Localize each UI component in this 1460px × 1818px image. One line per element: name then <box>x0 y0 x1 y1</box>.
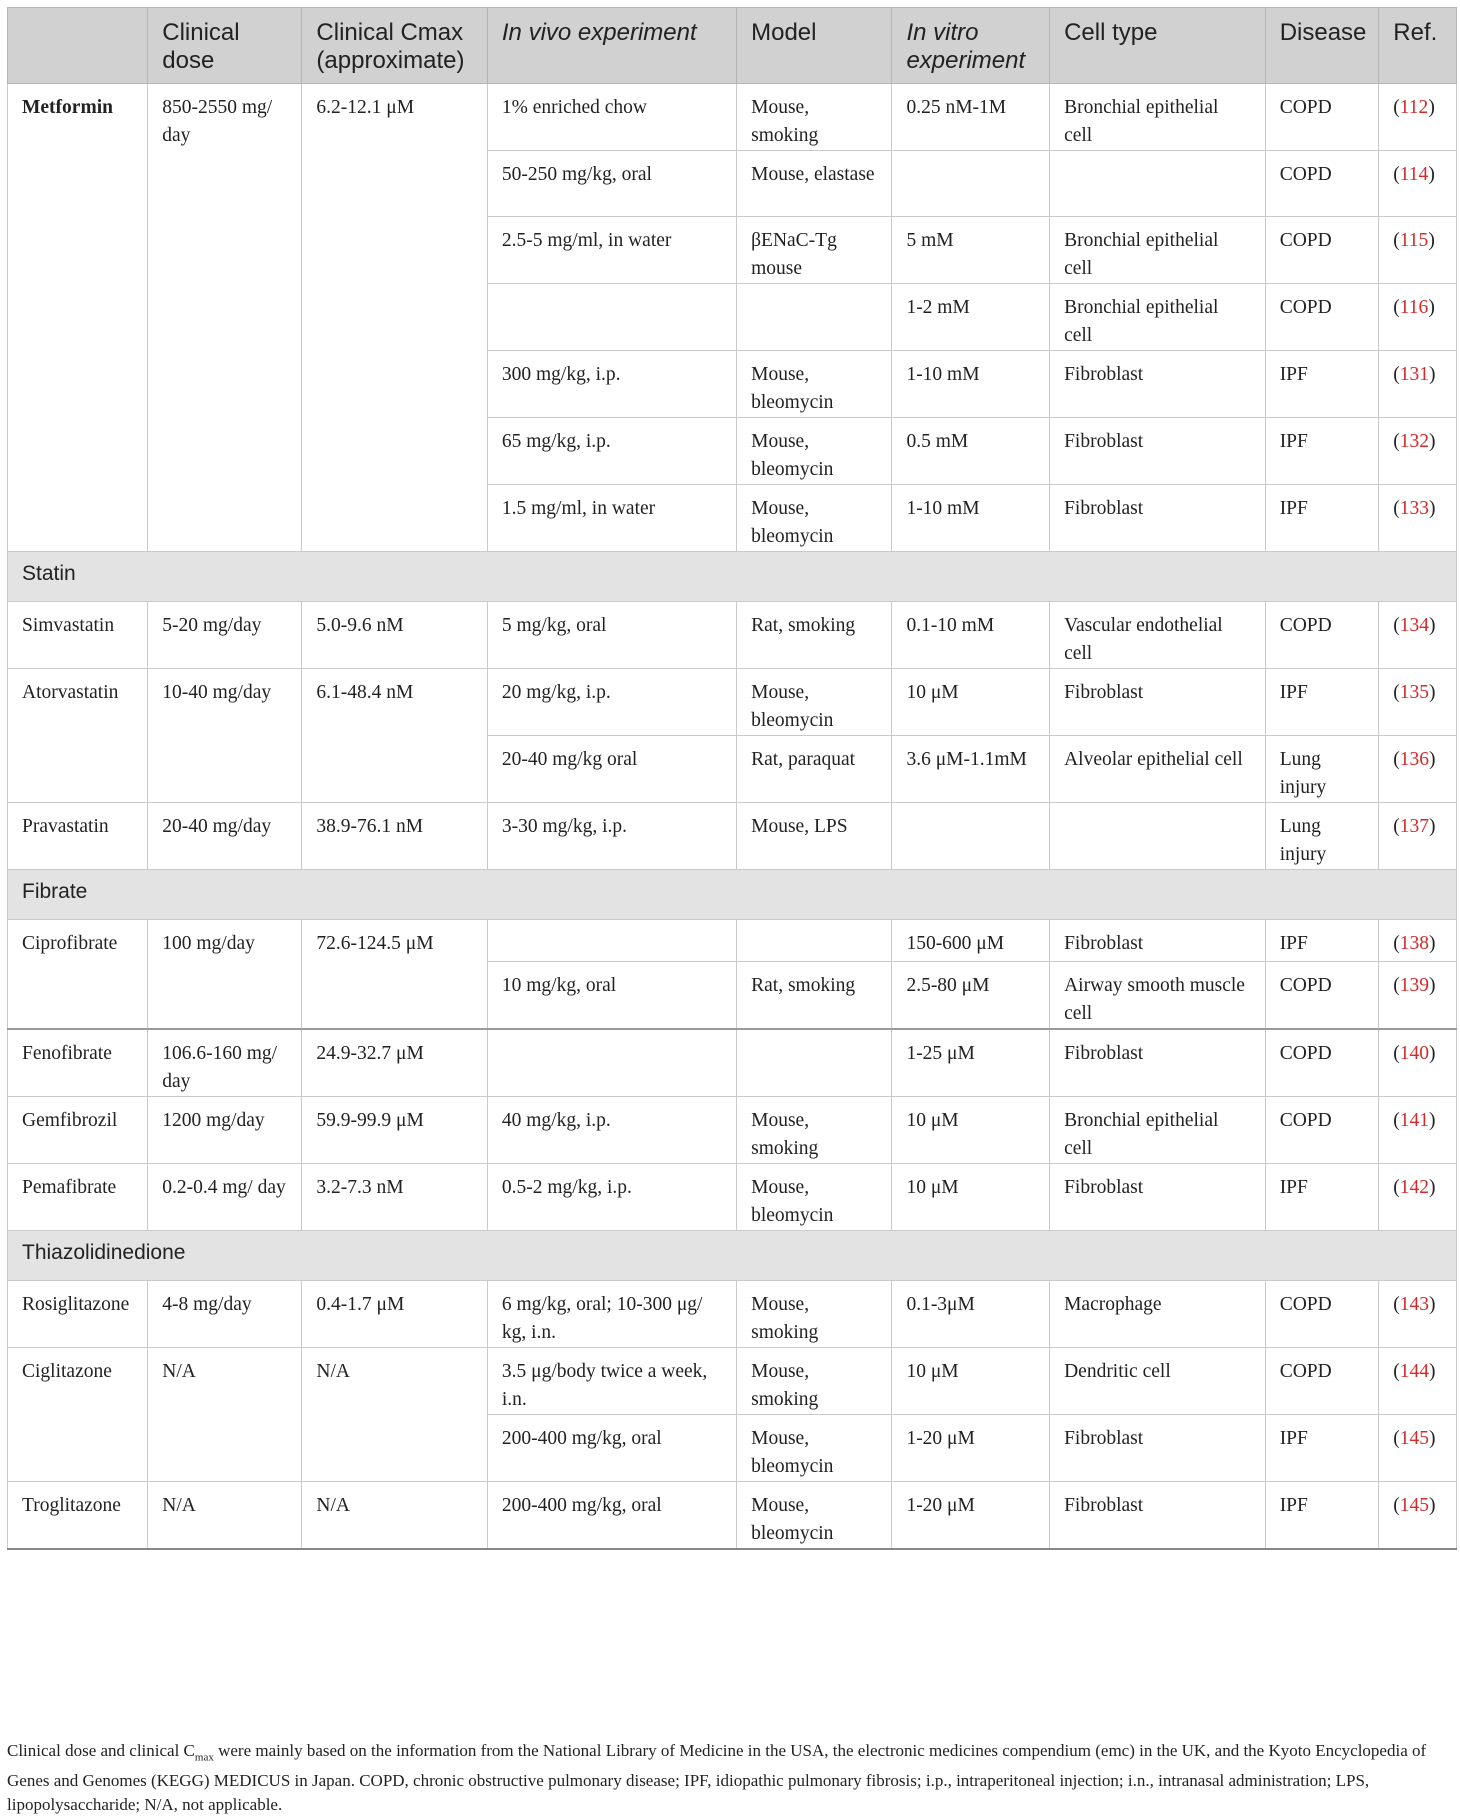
drug-name: Metformin <box>8 84 148 552</box>
cell-type-cell: Fibroblast <box>1050 1415 1266 1482</box>
table-row <box>8 1029 1457 1097</box>
model-cell: Rat, paraquat <box>737 736 892 803</box>
clinical-cmax: 3.2-7.3 nM <box>302 1164 487 1231</box>
table-row <box>8 803 1457 870</box>
disease-cell: IPF <box>1265 1482 1379 1550</box>
ref-cell: (137) <box>1379 803 1457 870</box>
clinical-cmax: 59.9-99.9 μM <box>302 1097 487 1164</box>
disease-cell: Lung injury <box>1265 736 1379 803</box>
clinical-dose: 20-40 mg/day <box>148 803 302 870</box>
drug-name: Fenofibrate <box>8 1029 148 1097</box>
header-row <box>8 8 1457 84</box>
in-vivo-cell: 200-400 mg/kg, oral <box>487 1415 736 1482</box>
drug-name: Simvastatin <box>8 602 148 669</box>
in-vivo-cell: 2.5-5 mg/ml, in water <box>487 217 736 284</box>
ref-cell: (115) <box>1379 217 1457 284</box>
model-cell: Rat, smoking <box>737 962 892 1030</box>
cell-type-cell: Bronchial epithelial cell <box>1050 217 1266 284</box>
model-cell <box>737 1029 892 1097</box>
drug-name: Gemfibrozil <box>8 1097 148 1164</box>
table-row <box>8 920 1457 962</box>
section-row-statin <box>8 552 1457 602</box>
model-cell: Mouse, bleomycin <box>737 1482 892 1550</box>
model-cell: Mouse, bleomycin <box>737 485 892 552</box>
table-row <box>8 1164 1457 1231</box>
in-vitro-cell: 1-20 μM <box>892 1415 1050 1482</box>
in-vivo-cell: 1% enriched chow <box>487 84 736 151</box>
footnote-text-start: Clinical dose and clinical C <box>7 1741 195 1760</box>
clinical-dose: 0.2-0.4 mg/ day <box>148 1164 302 1231</box>
ref-cell: (143) <box>1379 1281 1457 1348</box>
in-vivo-cell: 6 mg/kg, oral; 10-300 μg/ kg, i.n. <box>487 1281 736 1348</box>
in-vitro-cell: 10 μM <box>892 669 1050 736</box>
ref-link[interactable]: 142 <box>1399 1177 1430 1198</box>
ref-cell: (112) <box>1379 84 1457 151</box>
ref-cell: (131) <box>1379 351 1457 418</box>
header-in-vivo: In vivo experiment <box>487 8 736 84</box>
cell-type-cell: Macrophage <box>1050 1281 1266 1348</box>
disease-cell: IPF <box>1265 485 1379 552</box>
drug-repurposing-table <box>7 7 1457 1550</box>
cell-type-cell: Fibroblast <box>1050 1482 1266 1550</box>
in-vivo-cell <box>487 1029 736 1097</box>
cell-type-cell: Fibroblast <box>1050 1029 1266 1097</box>
header-clinical-cmax: Clinical Cmax (approximate) <box>302 8 487 84</box>
ref-link[interactable]: 133 <box>1399 498 1430 519</box>
disease-cell: IPF <box>1265 1415 1379 1482</box>
clinical-dose: 106.6-160 mg/ day <box>148 1029 302 1097</box>
cell-type-cell: Bronchial epithelial cell <box>1050 1097 1266 1164</box>
ref-cell: (116) <box>1379 284 1457 351</box>
clinical-dose: 5-20 mg/day <box>148 602 302 669</box>
clinical-dose: N/A <box>148 1348 302 1482</box>
header-model: Model <box>737 8 892 84</box>
in-vivo-cell: 200-400 mg/kg, oral <box>487 1482 736 1550</box>
cell-type-cell: Vascular endothelial cell <box>1050 602 1266 669</box>
drug-name: Ciprofibrate <box>8 920 148 1030</box>
model-cell: Mouse, bleomycin <box>737 1164 892 1231</box>
clinical-cmax: 5.0-9.6 nM <box>302 602 487 669</box>
disease-cell: IPF <box>1265 351 1379 418</box>
disease-cell: COPD <box>1265 284 1379 351</box>
clinical-cmax: 0.4-1.7 μM <box>302 1281 487 1348</box>
model-cell <box>737 284 892 351</box>
drug-name: Pravastatin <box>8 803 148 870</box>
disease-cell: Lung injury <box>1265 803 1379 870</box>
section-row-thiazolidinedione <box>8 1231 1457 1281</box>
model-cell: Mouse, bleomycin <box>737 351 892 418</box>
in-vitro-cell: 150-600 μM <box>892 920 1050 962</box>
in-vivo-cell <box>487 284 736 351</box>
disease-cell: IPF <box>1265 1164 1379 1231</box>
in-vivo-cell: 10 mg/kg, oral <box>487 962 736 1030</box>
cell-type-cell: Bronchial epithelial cell <box>1050 284 1266 351</box>
table-row <box>8 669 1457 736</box>
table-row <box>8 1348 1457 1415</box>
table-row <box>8 1482 1457 1550</box>
table-row <box>8 1281 1457 1348</box>
model-cell: Mouse, LPS <box>737 803 892 870</box>
cell-type-cell: Bronchial epithelial cell <box>1050 84 1266 151</box>
in-vivo-cell: 20-40 mg/kg oral <box>487 736 736 803</box>
in-vitro-cell: 10 μM <box>892 1097 1050 1164</box>
in-vitro-cell: 3.6 μM-1.1mM <box>892 736 1050 803</box>
table-row <box>8 1097 1457 1164</box>
model-cell: Mouse, smoking <box>737 1097 892 1164</box>
ref-cell: (134) <box>1379 602 1457 669</box>
ref-link[interactable]: 116 <box>1399 297 1429 318</box>
header-disease: Disease <box>1265 8 1379 84</box>
ref-link[interactable]: 144 <box>1399 1361 1430 1382</box>
header-in-vitro: In vitro experiment <box>892 8 1050 84</box>
clinical-cmax: N/A <box>302 1348 487 1482</box>
clinical-dose: 10-40 mg/day <box>148 669 302 803</box>
model-cell: Mouse, smoking <box>737 1281 892 1348</box>
ref-cell: (114) <box>1379 151 1457 217</box>
ref-link[interactable]: 141 <box>1399 1110 1430 1131</box>
model-cell: Mouse, smoking <box>737 84 892 151</box>
clinical-dose: 850-2550 mg/ day <box>148 84 302 552</box>
in-vitro-cell: 1-25 μM <box>892 1029 1050 1097</box>
ref-link[interactable]: 145 <box>1399 1428 1430 1449</box>
disease-cell: COPD <box>1265 84 1379 151</box>
disease-cell: IPF <box>1265 418 1379 485</box>
drug-name: Troglitazone <box>8 1482 148 1550</box>
clinical-cmax: 24.9-32.7 μM <box>302 1029 487 1097</box>
in-vivo-cell: 3.5 μg/body twice a week, i.n. <box>487 1348 736 1415</box>
cell-type-cell: Fibroblast <box>1050 351 1266 418</box>
cell-type-cell: Fibroblast <box>1050 1164 1266 1231</box>
in-vivo-cell: 20 mg/kg, i.p. <box>487 669 736 736</box>
header-ref: Ref. <box>1379 8 1457 84</box>
disease-cell: IPF <box>1265 920 1379 962</box>
clinical-cmax: 72.6-124.5 μM <box>302 920 487 1030</box>
disease-cell: IPF <box>1265 669 1379 736</box>
model-cell: Mouse, bleomycin <box>737 1415 892 1482</box>
in-vitro-cell: 5 mM <box>892 217 1050 284</box>
section-label: Thiazolidinedione <box>8 1231 1457 1281</box>
ref-link[interactable]: 140 <box>1399 1043 1430 1064</box>
model-cell: Rat, smoking <box>737 602 892 669</box>
table-footnote <box>7 1739 1453 1817</box>
in-vitro-cell: 1-10 mM <box>892 351 1050 418</box>
ref-cell: (140) <box>1379 1029 1457 1097</box>
clinical-dose: 1200 mg/day <box>148 1097 302 1164</box>
cell-type-cell: Fibroblast <box>1050 920 1266 962</box>
in-vivo-cell: 300 mg/kg, i.p. <box>487 351 736 418</box>
in-vivo-cell: 5 mg/kg, oral <box>487 602 736 669</box>
cell-type-cell: Airway smooth muscle cell <box>1050 962 1266 1030</box>
model-cell: Mouse, elastase <box>737 151 892 217</box>
in-vitro-cell <box>892 151 1050 217</box>
drug-name: Rosiglitazone <box>8 1281 148 1348</box>
section-row-fibrate <box>8 870 1457 920</box>
ref-cell: (135) <box>1379 669 1457 736</box>
disease-cell: COPD <box>1265 962 1379 1030</box>
in-vitro-cell: 2.5-80 μM <box>892 962 1050 1030</box>
ref-link[interactable]: 112 <box>1399 97 1429 118</box>
in-vitro-cell: 0.1-3μM <box>892 1281 1050 1348</box>
table-row <box>8 602 1457 669</box>
section-label: Statin <box>8 552 1457 602</box>
in-vivo-cell <box>487 920 736 962</box>
ref-cell: (144) <box>1379 1348 1457 1415</box>
cell-type-cell: Dendritic cell <box>1050 1348 1266 1415</box>
in-vitro-cell: 0.25 nM-1M <box>892 84 1050 151</box>
ref-cell: (141) <box>1379 1097 1457 1164</box>
ref-link[interactable]: 136 <box>1399 749 1430 770</box>
in-vitro-cell: 0.5 mM <box>892 418 1050 485</box>
header-cell-type: Cell type <box>1050 8 1266 84</box>
disease-cell: COPD <box>1265 151 1379 217</box>
ref-cell: (145) <box>1379 1482 1457 1550</box>
model-cell: βENaC-Tg mouse <box>737 217 892 284</box>
cell-type-cell <box>1050 803 1266 870</box>
drug-name: Atorvastatin <box>8 669 148 803</box>
cell-type-cell <box>1050 151 1266 217</box>
clinical-cmax: 6.1-48.4 nM <box>302 669 487 803</box>
ref-link[interactable]: 134 <box>1399 615 1430 636</box>
cell-type-cell: Fibroblast <box>1050 485 1266 552</box>
ref-link[interactable]: 139 <box>1399 975 1430 996</box>
ref-cell: (133) <box>1379 485 1457 552</box>
in-vivo-cell: 3-30 mg/kg, i.p. <box>487 803 736 870</box>
in-vitro-cell <box>892 803 1050 870</box>
model-cell: Mouse, bleomycin <box>737 669 892 736</box>
clinical-cmax: N/A <box>302 1482 487 1550</box>
drug-name: Pemafibrate <box>8 1164 148 1231</box>
disease-cell: COPD <box>1265 217 1379 284</box>
ref-cell: (132) <box>1379 418 1457 485</box>
model-cell: Mouse, bleomycin <box>737 418 892 485</box>
disease-cell: COPD <box>1265 1029 1379 1097</box>
clinical-dose: N/A <box>148 1482 302 1550</box>
ref-link[interactable]: 137 <box>1399 816 1430 837</box>
ref-link[interactable]: 135 <box>1399 682 1430 703</box>
disease-cell: COPD <box>1265 1281 1379 1348</box>
in-vivo-cell: 40 mg/kg, i.p. <box>487 1097 736 1164</box>
header-clinical-dose: Clinical dose <box>148 8 302 84</box>
in-vitro-cell: 10 μM <box>892 1348 1050 1415</box>
section-label: Fibrate <box>8 870 1457 920</box>
ref-link[interactable]: 132 <box>1399 431 1430 452</box>
disease-cell: COPD <box>1265 602 1379 669</box>
model-cell: Mouse, smoking <box>737 1348 892 1415</box>
in-vitro-cell: 1-10 mM <box>892 485 1050 552</box>
disease-cell: COPD <box>1265 1097 1379 1164</box>
ref-link[interactable]: 143 <box>1399 1294 1430 1315</box>
footnote-subscript: max <box>194 1751 214 1764</box>
in-vivo-cell: 1.5 mg/ml, in water <box>487 485 736 552</box>
in-vitro-cell: 1-2 mM <box>892 284 1050 351</box>
ref-link[interactable]: 138 <box>1399 933 1430 954</box>
in-vitro-cell: 1-20 μM <box>892 1482 1050 1550</box>
table-row <box>8 84 1457 151</box>
clinical-cmax: 38.9-76.1 nM <box>302 803 487 870</box>
clinical-dose: 100 mg/day <box>148 920 302 1030</box>
clinical-cmax: 6.2-12.1 μM <box>302 84 487 552</box>
in-vitro-cell: 0.1-10 mM <box>892 602 1050 669</box>
ref-link[interactable]: 114 <box>1399 164 1429 185</box>
ref-cell: (142) <box>1379 1164 1457 1231</box>
in-vivo-cell: 65 mg/kg, i.p. <box>487 418 736 485</box>
ref-link[interactable]: 145 <box>1399 1495 1430 1516</box>
ref-cell: (145) <box>1379 1415 1457 1482</box>
footnote-text-rest: were mainly based on the information from the National Library of Medicine in the USA, the electronic medicines compendium (emc) in the UK, and the Kyoto Encyclopedia of Genes and Genomes (KEGG) MEDICUS in Japan. COPD, chronic obstructive pulmonary disease; IPF, idiopathic pulmonary fibrosis; i.p., intraperitoneal injection; i.n., intranasal administration; LPS, lipopolysaccharide; N/A, not applicable. <box>7 1741 1427 1815</box>
ref-link[interactable]: 131 <box>1399 364 1430 385</box>
drug-name: Ciglitazone <box>8 1348 148 1482</box>
ref-cell: (138) <box>1379 920 1457 962</box>
in-vivo-cell: 50-250 mg/kg, oral <box>487 151 736 217</box>
in-vivo-cell: 0.5-2 mg/kg, i.p. <box>487 1164 736 1231</box>
clinical-dose: 4-8 mg/day <box>148 1281 302 1348</box>
ref-link[interactable]: 115 <box>1399 230 1429 251</box>
in-vitro-cell: 10 μM <box>892 1164 1050 1231</box>
ref-cell: (139) <box>1379 962 1457 1030</box>
cell-type-cell: Fibroblast <box>1050 418 1266 485</box>
header-drug <box>8 8 148 84</box>
disease-cell: COPD <box>1265 1348 1379 1415</box>
cell-type-cell: Alveolar epithelial cell <box>1050 736 1266 803</box>
ref-cell: (136) <box>1379 736 1457 803</box>
model-cell <box>737 920 892 962</box>
cell-type-cell: Fibroblast <box>1050 669 1266 736</box>
